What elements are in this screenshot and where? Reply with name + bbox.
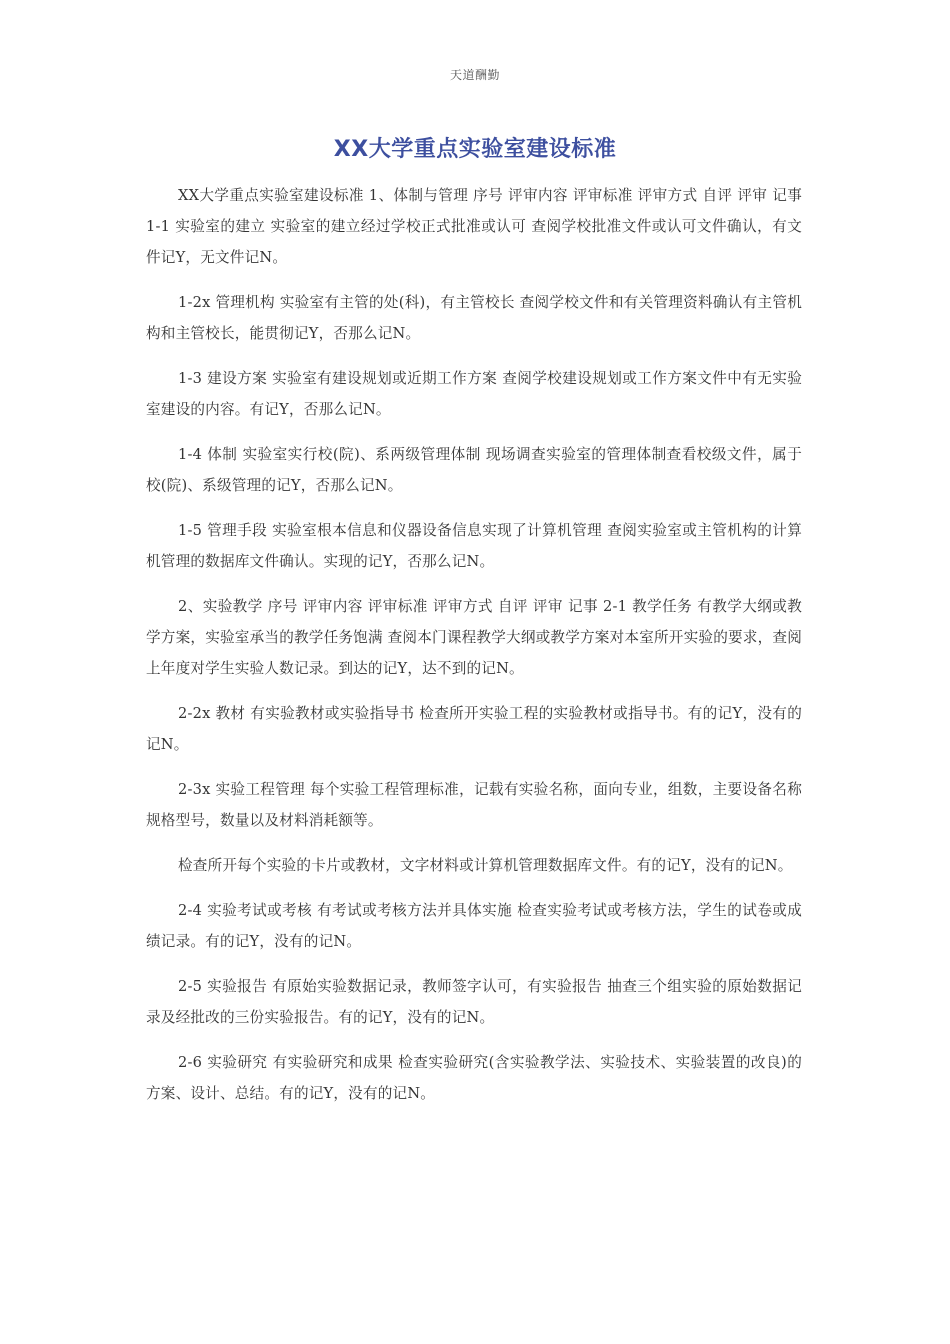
paragraph: 2-5 实验报告 有原始实验数据记录，教师签字认可，有实验报告 抽查三个组实验的原始数据记录及经批改的三份实验报告。有的记Y，没有的记N。 [146,978,802,1026]
paragraph: 2-6 实验研究 有实验研究和成果 检查实验研究(含实验教学法、实验技术、实验装置的改良)的方案、设计、总结。有的记Y，没有的记N。 [146,1054,802,1102]
document-body [146,180,802,1123]
paragraph: 2-3x 实验工程管理 每个实验工程管理标准，记载有实验名称，面向专业，组数，主要设备名称规格型号，数量以及材料消耗额等。 [146,781,802,829]
paragraph: 2、实验教学 序号 评审内容 评审标准 评审方式 自评 评审 记事 2-1 教学任务 有教学大纲或教学方案，实验室承当的教学任务饱满 查阅本门课程教学大纲或教学方案对本室所开实验的要求，查阅上年度对学生实验人数记录。到达的记Y，达不到的记N。 [146,598,802,677]
page-header: 天道酬勤 [449,68,500,82]
paragraph: 1-5 管理手段 实验室根本信息和仪器设备信息实现了计算机管理 查阅实验室或主管机构的计算机管理的数据库文件确认。实现的记Y，否那么记N。 [146,522,802,570]
paragraph: 2-4 实验考试或考核 有考试或考核方法并具体实施 检查实验考试或考核方法，学生的试卷或成绩记录。有的记Y，没有的记N。 [146,902,802,950]
document-title: XX大学重点实验室建设标准 [333,137,617,162]
paragraph: 检查所开每个实验的卡片或教材，文字材料或计算机管理数据库文件。有的记Y，没有的记N。 [178,857,793,874]
paragraph: 1-3 建设方案 实验室有建设规划或近期工作方案 查阅学校建设规划或工作方案文件中有无实验室建设的内容。有记Y，否那么记N。 [146,370,802,418]
paragraph: 2-2x 教材 有实验教材或实验指导书 检查所开实验工程的实验教材或指导书。有的记Y，没有的记N。 [146,705,802,753]
paragraph: 1-4 体制 实验室实行校(院)、系两级管理体制 现场调查实验室的管理体制查看校级文件，属于校(院)、系级管理的记Y，否那么记N。 [146,446,802,494]
paragraph: 1-2x 管理机构 实验室有主管的处(科)，有主管校长 查阅学校文件和有关管理资料确认有主管机构和主管校长，能贯彻记Y，否那么记N。 [146,294,802,342]
paragraph: XX大学重点实验室建设标准 1、体制与管理 序号 评审内容 评审标准 评审方式 自评 评审 记事 1-1 实验室的建立 实验室的建立经过学校正式批准或认可 查阅学校批准文件或认可文件确认，有文件记Y，无文件记N。 [146,187,802,266]
